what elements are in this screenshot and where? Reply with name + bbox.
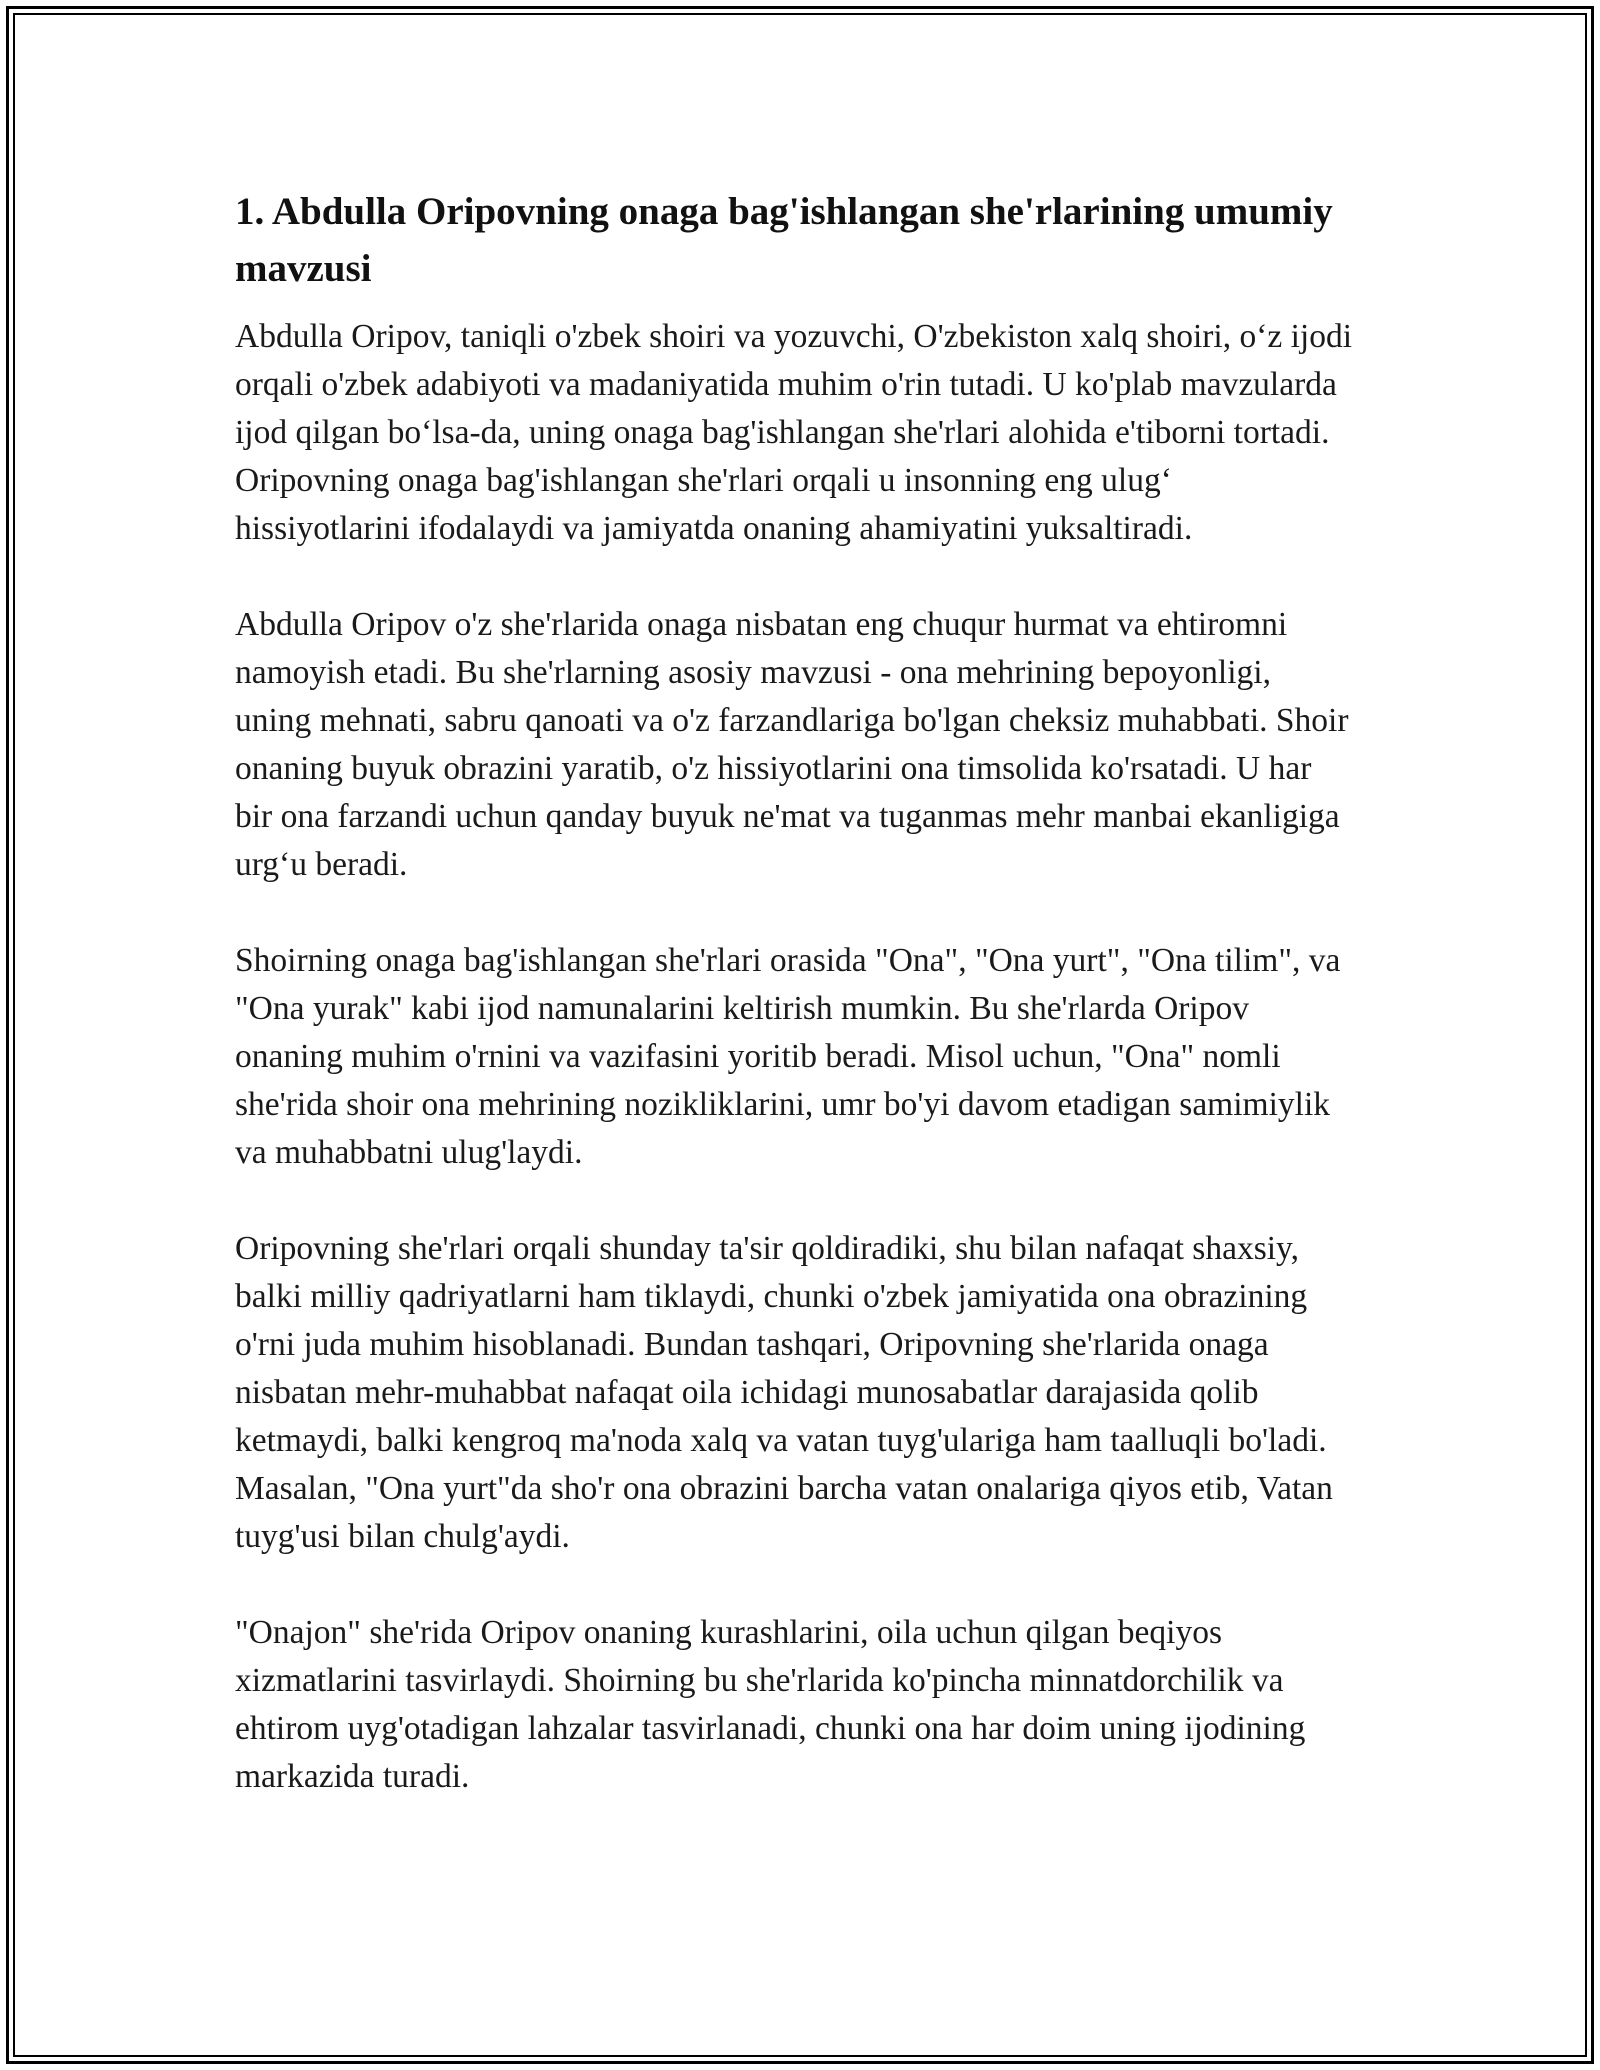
section-title: 1. Abdulla Oripovning onaga bag'ishlangan she'rlarining umumiy mavzusi <box>235 190 1333 290</box>
paragraph-4: Oripovning she'rlari orqali shunday ta'sir qoldiradiki, shu bilan nafaqat shaxsiy, balki milliy qadriyatlarni ham tiklaydi, chunki o'zbek jamiyatida ona obrazining o'rni juda muhim hisoblanadi. Bundan tashqari, Oripovning she'rlarida onaga nisbatan mehr-muhabbat nafaqat oila ichidagi munosabatlar darajasida qolib ketmaydi, balki kengroq ma'noda xalq va vatan tuyg'ulariga ham taalluqli bo'ladi. Masalan, "Ona yurt"da sho'r ona obrazini barcha vatan onalariga qiyos etib, Vatan tuyg'usi bilan chulg'aydi. <box>235 1230 1333 1555</box>
paragraph-5: "Onajon" she'rida Oripov onaning kurashlarini, oila uchun qilgan beqiyos xizmatlarini tasvirlaydi. Shoirning bu she'rlarida ko'pincha minnatdorchilik va ehtirom uyg'otadigan lahzalar tasvirlanadi, chunki ona har doim uning ijodining markazida turadi. <box>235 1614 1306 1795</box>
paragraph-2: Abdulla Oripov o'z she'rlarida onaga nisbatan eng chuqur hurmat va ehtiromni namoyish etadi. Bu she'rlarning asosiy mavzusi - ona mehrining bepoyonligi, uning mehnati, sabru qanoati va o'z farzandlariga bo'lgan cheksiz muhabbati. Shoir onaning buyuk obrazini yaratib, o'z hissiyotlarini ona timsolida ko'rsatadi. U har bir ona farzandi uchun qanday buyuk ne'mat va tuganmas mehr manbai ekanligiga urg‘u beradi. <box>235 606 1349 883</box>
paragraph-3: Shoirning onaga bag'ishlangan she'rlari orasida "Ona", "Ona yurt", "Ona tilim", va "Ona yurak" kabi ijod namunalarini keltirish mumkin. Bu she'rlarda Oripov onaning muhim o'rnini va vazifasini yoritib beradi. Misol uchun, "Ona" nomli she'rida shoir ona mehrining nozikliklarini, umr bo'yi davom etadigan samimiylik va muhabbatni ulug'laydi. <box>235 942 1341 1171</box>
paragraph-1: Abdulla Oripov, taniqli o'zbek shoiri va yozuvchi, O'zbekiston xalq shoiri, o‘z ijodi orqali o'zbek adabiyoti va madaniyatida muhim o'rin tutadi. U ko'plab mavzularda ijod qilgan bo‘lsa-da, uning onaga bag'ishlangan she'rlari alohida e'tiborni tortadi. Oripovning onaga bag'ishlangan she'rlari orqali u insonning eng ulug‘ hissiyotlarini ifodalaydi va jamiyatda onaning ahamiyatini yuksaltiradi. <box>235 318 1353 547</box>
document-body <box>235 183 1355 1849</box>
